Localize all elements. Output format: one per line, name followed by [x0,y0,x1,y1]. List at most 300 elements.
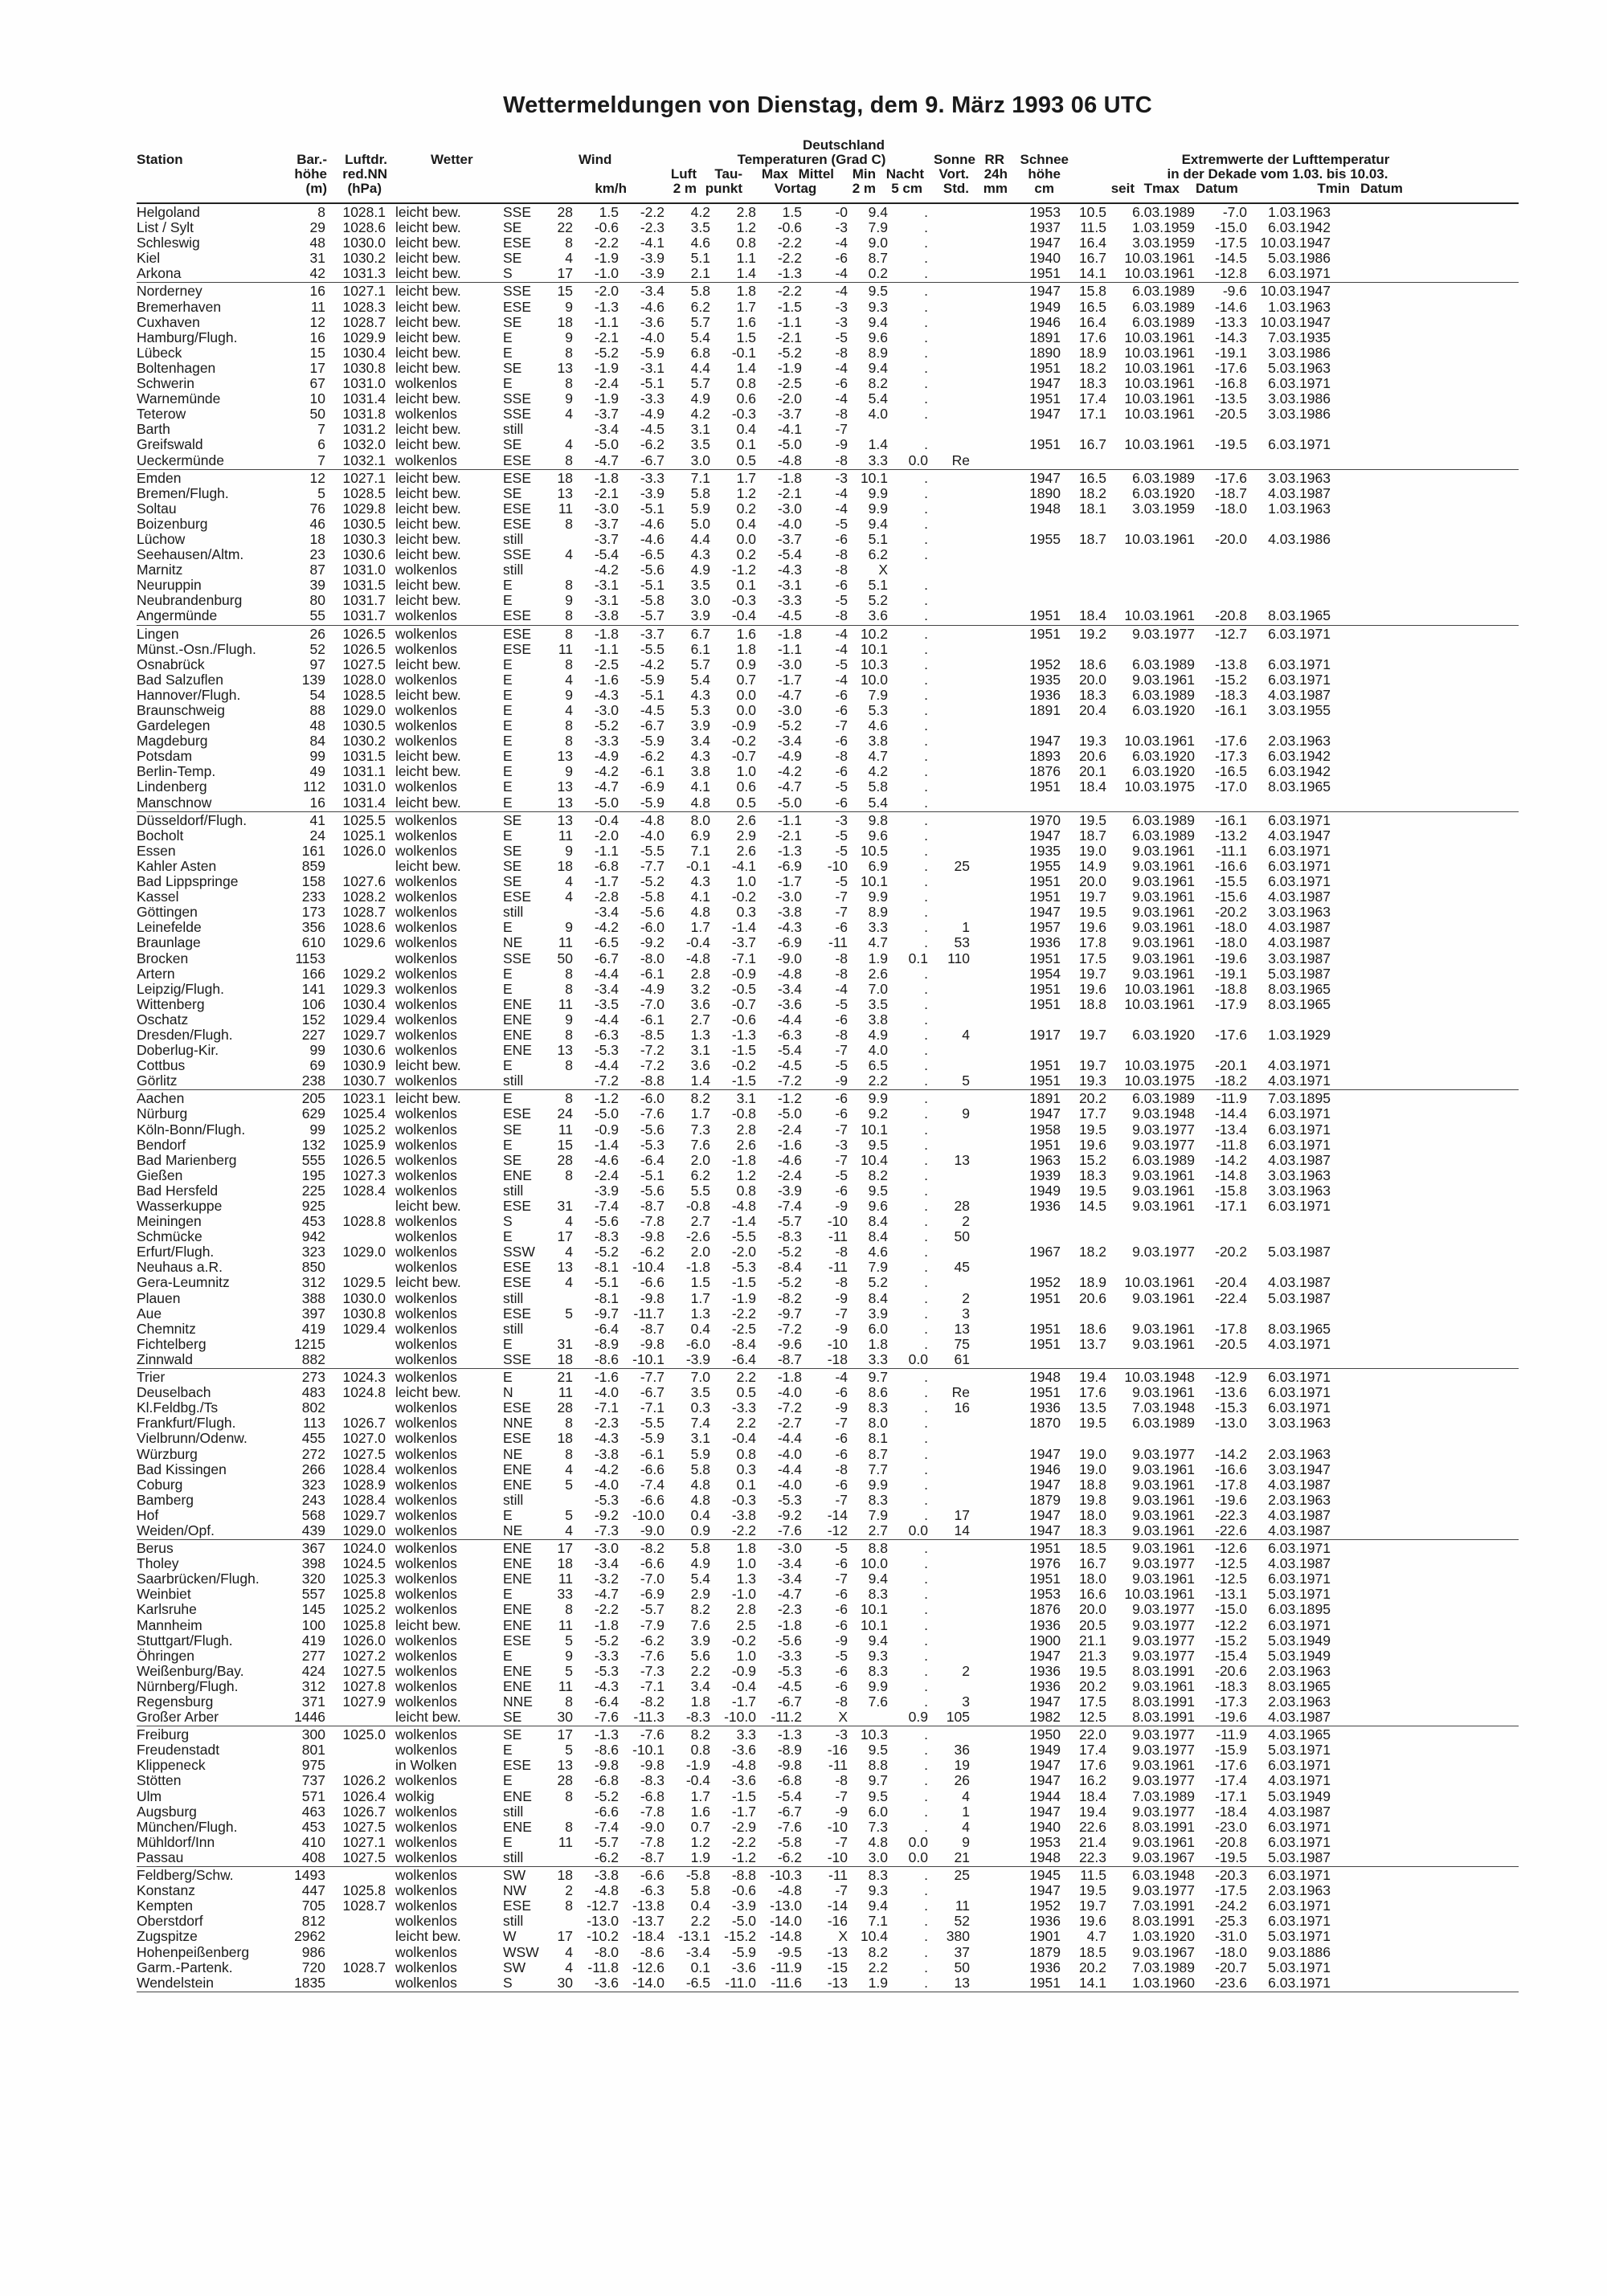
cell-record-tmin-date: 6.03.1971 [1268,626,1331,642]
cell-record-tmax: 19.5 [1078,1883,1106,1899]
cell-temp-min: -5.7 [777,1214,802,1230]
cell-temp-night: -5 [835,827,848,844]
cell-temp-min: -2.7 [777,1416,802,1432]
cell-record-tmin: -18.0 [1215,920,1247,936]
cell-record-since [970,1043,1061,1058]
cell-temp-min: -3.4 [777,981,802,997]
cell-record-tmax-date: 9.03.1961 [1132,1461,1195,1477]
cell-altitude: 17 [309,360,325,376]
cell-wind-dir: still [503,1183,524,1199]
cell-station: Magdeburg [137,733,208,750]
cell-weather: leicht bew. [395,422,461,438]
cell-pressure: 1029.8 [342,500,386,517]
cell-record-tmax: 18.8 [1078,1477,1106,1493]
cell-temp-night: -8 [835,562,848,578]
cell-station: Angermünde [137,608,218,624]
cell-temp-min: -4.0 [777,1385,802,1401]
table-row [137,1633,1519,1648]
cell-temp-min: -1.1 [777,812,802,828]
cell-altitude: 173 [301,905,325,921]
cell-wind-speed [545,1073,573,1089]
cell-sunshine: 3.9 [868,1305,888,1322]
cell-wind-speed: 4 [565,1944,573,1960]
cell-temp-night: -5 [835,1541,848,1557]
cell-snow-depth: 13 [954,1321,970,1337]
cell-record-tmax-date: 9.03.1977 [1132,1632,1195,1648]
cell-station: Schmücke [137,1229,202,1245]
cell-dewpoint: -6.7 [640,1385,664,1401]
cell-pressure: 1025.2 [342,1602,386,1618]
cell-temp-max: 5.7 [690,656,710,672]
cell-altitude: 7 [317,422,325,438]
cell-record-tmin-date: 2.03.1963 [1268,1663,1331,1679]
cell-temp-min: -5.0 [777,437,802,453]
cell-temp-mean: 1.2 [736,220,756,236]
cell-pressure: 1031.0 [342,562,386,578]
cell-temp-min: -2.1 [777,329,802,345]
cell-record-tmin: -16.1 [1215,703,1247,718]
cell-altitude: 571 [301,1788,325,1804]
cell-temp-max: -0.4 [685,1773,710,1789]
table-row [137,1804,1519,1820]
cell-temp-mean: 0.0 [736,687,756,703]
cell-altitude: 31 [309,251,325,267]
table-row [137,1898,1519,1914]
cell-sunshine: 8.4 [868,1214,888,1230]
cell-wind-dir: ESE [503,1106,532,1122]
cell-wind-dir: E [503,1370,513,1386]
cell-pressure: 1029.4 [342,1321,386,1337]
cell-sunshine: 3.5 [868,996,888,1012]
cell-record-tmin: -18.3 [1215,1678,1247,1694]
cell-record-tmin: -14.5 [1215,251,1247,267]
cell-altitude: 320 [301,1571,325,1587]
cell-temp-max: 0.4 [690,1898,710,1914]
cell-record-since: 1952 [1029,1275,1061,1291]
cell-temp-air: -4.0 [594,1477,619,1493]
cell-temp-night: -4 [835,672,848,688]
cell-weather: wolkig [395,1788,435,1804]
cell-sunshine: 9.9 [868,1678,888,1694]
cell-pressure: 1028.6 [342,920,386,936]
cell-station: Arkona [137,266,182,282]
cell-wind-dir: still [503,562,524,578]
cell-temp-max: 1.9 [690,1849,710,1865]
cell-wind-speed: 13 [557,812,573,828]
cell-dewpoint: -8.2 [640,1541,664,1557]
cell-record-tmin: -12.2 [1215,1617,1247,1633]
cell-temp-max: 5.0 [690,516,710,532]
cell-record-tmin [1195,1352,1247,1367]
cell-temp-max: 0.4 [690,1321,710,1337]
cell-snow-depth [928,795,970,811]
table-row [137,1773,1519,1788]
cell-wind-dir: E [503,1587,513,1603]
cell-temp-air: -4.4 [594,966,619,982]
cell-weather: wolkenlos [395,1416,457,1432]
cell-pressure: 1026.5 [342,641,386,657]
cell-altitude: 243 [301,1492,325,1508]
cell-weather: wolkenlos [395,1587,457,1603]
cell-weather: leicht bew. [395,251,461,267]
cell-snow-depth: 4 [962,1027,970,1043]
cell-station: Garm.-Partenk. [137,1959,233,1975]
cell-record-since: 1935 [1029,672,1061,688]
cell-record-tmin [1195,1431,1247,1446]
header-tau-a: Tau- [714,166,742,182]
cell-wind-speed: 5 [565,1305,573,1322]
cell-temp-night: -8 [835,547,848,563]
cell-temp-air: -3.0 [594,1541,619,1557]
cell-record-tmin: -16.5 [1215,764,1247,780]
cell-weather: wolkenlos [395,1868,457,1884]
table-row [137,779,1519,795]
cell-temp-mean: 0.7 [736,672,756,688]
cell-station: Norderney [137,284,202,300]
cell-wind-speed: 8 [565,1446,573,1462]
cell-temp-mean: -0.2 [731,733,756,750]
header-bar2: höhe [294,166,327,182]
cell-wind-speed: 11 [558,1385,573,1401]
cell-temp-air: -4.3 [594,1678,619,1694]
cell-dewpoint: -9.0 [640,1522,664,1538]
cell-record-tmax: 17.6 [1078,329,1106,345]
cell-pressure: 1027.5 [342,1849,386,1865]
cell-temp-mean: 1.0 [736,874,756,890]
cell-record-tmax: 21.3 [1078,1648,1106,1664]
cell-record-since: 1951 [1029,889,1061,905]
cell-weather: wolkenlos [395,1541,457,1557]
cell-record-tmin-date: 6.03.1971 [1268,1137,1331,1153]
cell-wind-speed: 18 [557,470,573,486]
cell-wind-dir: E [503,656,513,672]
cell-wind-dir: NE [503,935,523,951]
cell-wind-dir: still [503,1914,524,1930]
cell-sunshine: 9.5 [868,284,888,300]
cell-record-tmax-date: 10.03.1961 [1124,608,1195,624]
cell-wind-speed: 13 [557,1758,573,1774]
cell-record-tmax: 14.5 [1078,1199,1106,1214]
cell-record-tmin-date: 2.03.1963 [1268,1446,1331,1462]
cell-pressure: 1028.3 [342,299,386,315]
cell-temp-mean: -4.8 [731,1199,756,1214]
cell-record-since: 1951 [1029,874,1061,890]
cell-temp-air: -6.7 [594,950,619,966]
region-group [137,1540,1519,1726]
cell-temp-night: -4 [835,1370,848,1386]
cell-record-tmin-date: 6.03.1971 [1268,1834,1331,1850]
cell-precipitation: . [924,1461,928,1477]
cell-station: Bad Marienberg [137,1152,237,1168]
cell-temp-min: -5.0 [777,795,802,811]
cell-altitude: 312 [301,1275,325,1291]
cell-temp-max: 4.3 [690,547,710,563]
header-luft1: Luftdr. [345,152,387,167]
table-row [137,718,1519,733]
cell-record-tmax-date: 6.03.1989 [1132,827,1195,844]
cell-record-tmax-date: 10.03.1961 [1124,376,1195,392]
cell-station: Kl.Feldbg./Ts [137,1400,219,1416]
cell-record-tmin: -14.4 [1215,1106,1247,1122]
cell-record-since: 1953 [1029,1587,1061,1603]
cell-precipitation: . [924,1370,928,1386]
cell-record-tmin-date: 6.03.1971 [1268,1617,1331,1633]
cell-record-tmin-date: 10.03.1947 [1260,284,1331,300]
cell-weather: wolkenlos [395,1727,457,1743]
cell-temp-night: -6 [835,376,848,392]
cell-temp-night: -0 [835,205,848,220]
cell-record-tmax [1061,1431,1106,1446]
cell-temp-min: -3.4 [777,733,802,750]
cell-record-tmin-date [1247,593,1331,608]
cell-record-since: 1951 [1029,391,1061,407]
cell-record-tmin [1195,795,1247,811]
cell-weather: wolkenlos [395,718,457,734]
cell-temp-min: -4.0 [777,1446,802,1462]
cell-weather: leicht bew. [395,1385,461,1401]
cell-temp-air: -4.2 [594,1461,619,1477]
cell-pressure [325,1758,386,1773]
cell-precipitation: . [924,966,928,982]
cell-weather: wolkenlos [395,1834,457,1850]
cell-precipitation: . [924,1167,928,1183]
cell-weather: wolkenlos [395,1571,457,1587]
cell-temp-min: -8.4 [777,1260,802,1276]
cell-wind-dir: SSE [503,205,532,220]
cell-altitude: 23 [309,547,325,563]
cell-record-tmax [1061,1229,1106,1244]
cell-record-tmin: -13.4 [1215,1121,1247,1138]
cell-temp-min: -2.2 [777,251,802,267]
cell-record-tmax: 18.0 [1078,1571,1106,1587]
cell-temp-min: -6.8 [777,1773,802,1789]
cell-wind-dir: ENE [503,1043,532,1059]
cell-temp-mean: -0.2 [731,1632,756,1648]
cell-snow-depth [928,703,970,718]
cell-dewpoint: -5.9 [640,672,664,688]
table-row [137,1960,1519,1975]
cell-altitude: 323 [301,1477,325,1493]
cell-record-tmax: 18.8 [1078,996,1106,1012]
cell-temp-mean: 1.4 [736,266,756,282]
cell-wind-speed: 13 [557,1043,573,1059]
cell-sunshine: 3.0 [868,1849,888,1865]
cell-temp-night: -9 [835,1632,848,1648]
cell-temp-max: 1.2 [690,1834,710,1850]
cell-temp-max: 1.8 [690,1694,710,1710]
cell-record-tmax: 19.0 [1078,843,1106,859]
header-tmin: Tmin [1317,181,1350,196]
cell-sunshine: 4.7 [868,749,888,765]
cell-temp-air: -8.1 [594,1260,619,1276]
cell-precipitation: . [924,1819,928,1835]
table-row [137,1043,1519,1058]
cell-sunshine: 4.9 [868,1027,888,1043]
cell-altitude: 76 [309,500,325,517]
cell-temp-mean: 0.2 [736,547,756,563]
cell-temp-mean: 1.0 [736,764,756,780]
cell-sunshine: 3.3 [868,1351,888,1367]
cell-snow-depth: 25 [954,858,970,874]
cell-record-tmin-date: 6.03.1971 [1268,1385,1331,1401]
cell-record-since: 1948 [1029,1849,1061,1865]
cell-snow-depth: 3 [962,1694,970,1710]
cell-wind-dir: ENE [503,1663,532,1679]
cell-record-tmax: 16.4 [1078,314,1106,330]
cell-snow-depth [928,266,970,281]
cell-record-tmin-date [1247,422,1331,437]
cell-wind-dir: SSE [503,1351,532,1367]
cell-record-tmax-date: 10.03.1975 [1124,1073,1195,1089]
cell-wind-speed: 28 [557,1773,573,1789]
cell-station: Feldberg/Schw. [137,1868,234,1884]
cell-temp-max: 1.4 [690,1073,710,1089]
cell-dewpoint: -6.1 [640,1011,664,1027]
cell-temp-mean: 2.9 [736,827,756,844]
cell-record-tmax-date: 6.03.1989 [1132,687,1195,703]
cell-weather: in Wolken [395,1758,457,1774]
cell-temp-night: -9 [835,1804,848,1820]
cell-temp-mean: 0.1 [736,578,756,594]
cell-temp-min: -7.2 [777,1073,802,1089]
header-kmh: km/h [595,181,627,196]
cell-weather: wolkenlos [395,1678,457,1694]
cell-precipitation: 0.0 [908,1849,928,1865]
cell-sunshine: 10.1 [860,874,888,890]
cell-wind-speed: 9 [565,687,573,703]
cell-record-tmin-date: 10.03.1947 [1260,235,1331,251]
cell-record-tmax-date: 10.03.1961 [1124,1275,1195,1291]
cell-station: Warnemünde [137,391,221,407]
cell-wind-speed: 11 [558,641,573,657]
cell-temp-night: -5 [835,1058,848,1074]
cell-record-since: 1940 [1029,251,1061,267]
cell-station: Doberlug-Kir. [137,1043,219,1059]
cell-precipitation: . [924,251,928,267]
cell-precipitation: . [924,314,928,330]
cell-altitude: 557 [301,1587,325,1603]
cell-snow-depth [928,764,970,779]
cell-weather: wolkenlos [395,1959,457,1975]
cell-record-tmax: 14.1 [1078,266,1106,282]
cell-precipitation: . [924,437,928,453]
table-row [137,361,1519,376]
cell-temp-night: -13 [827,1975,848,1991]
cell-dewpoint: -6.0 [640,920,664,936]
cell-record-since: 1947 [1029,827,1061,844]
cell-pressure: 1027.9 [342,1694,386,1710]
table-row [137,1727,1519,1742]
cell-record-tmax-date: 9.03.1961 [1132,889,1195,905]
cell-record-tmax: 16.6 [1078,1587,1106,1603]
cell-snow-depth [928,1058,970,1073]
cell-record-tmin: -22.4 [1215,1290,1247,1306]
cell-record-tmin: -18.7 [1215,485,1247,501]
table-row [137,1260,1519,1275]
cell-sunshine: 9.6 [868,329,888,345]
cell-temp-min: -7.2 [777,1321,802,1337]
cell-wind-speed: 4 [565,672,573,688]
region-group [137,626,1519,812]
cell-sunshine: 9.3 [868,1883,888,1899]
cell-record-tmin: -15.9 [1215,1742,1247,1759]
cell-record-tmax-date [1106,1043,1195,1058]
cell-station: Cuxhaven [137,314,200,330]
cell-pressure: 1029.7 [342,1027,386,1043]
cell-station: Hamburg/Flugh. [137,329,238,345]
cell-temp-min: -4.5 [777,1058,802,1074]
cell-temp-mean: -2.2 [731,1522,756,1538]
cell-dewpoint: -4.5 [640,703,664,718]
cell-dewpoint: -5.5 [640,843,664,859]
cell-altitude: 41 [309,812,325,828]
cell-pressure: 1030.6 [342,547,386,563]
cell-temp-min: -2.1 [777,485,802,501]
cell-altitude: 42 [309,266,325,282]
cell-temp-night: -8 [835,452,848,468]
cell-record-tmax: 20.6 [1078,749,1106,765]
cell-temp-max: 5.6 [690,1648,710,1664]
cell-record-tmax: 19.7 [1078,1027,1106,1043]
table-row [137,1073,1519,1089]
cell-pressure: 1030.5 [342,516,386,532]
cell-record-tmin: -12.6 [1215,1541,1247,1557]
cell-wind-speed: 13 [557,360,573,376]
cell-record-since: 1951 [1029,437,1061,453]
cell-temp-air: -4.7 [594,1587,619,1603]
cell-precipitation: . [924,1742,928,1759]
cell-sunshine: 9.9 [868,500,888,517]
cell-wind-dir: ESE [503,1431,532,1447]
cell-record-tmax-date: 7.03.1989 [1132,1788,1195,1804]
cell-station: Ulm [137,1788,162,1804]
cell-record-since: 1947 [1029,733,1061,750]
cell-precipitation: . [924,1214,928,1230]
table-row [137,1975,1519,1991]
cell-sunshine: 6.2 [868,547,888,563]
cell-record-tmin-date: 6.03.1971 [1268,656,1331,672]
cell-pressure: 1024.5 [342,1556,386,1572]
cell-snow-depth [928,982,970,997]
cell-temp-mean: -1.5 [731,1788,756,1804]
cell-temp-max: -0.8 [685,1199,710,1214]
cell-pressure: 1029.0 [342,1522,386,1538]
cell-temp-night: -4 [835,626,848,642]
cell-pressure: 1028.2 [342,889,386,905]
cell-weather: wolkenlos [395,1229,457,1245]
cell-station: Mühldorf/Inn [137,1834,215,1850]
cell-temp-night: -3 [835,220,848,236]
cell-temp-mean: 0.3 [736,905,756,921]
cell-wind-dir: still [503,1290,524,1306]
cell-temp-air: -2.2 [594,235,619,251]
cell-record-tmin: -15.8 [1215,1183,1247,1199]
cell-temp-min: -9.0 [777,950,802,966]
header-sonne-b: Vort. [938,166,969,182]
cell-record-tmin: -24.2 [1215,1898,1247,1914]
cell-snow-depth: 19 [954,1758,970,1774]
cell-temp-mean: -1.2 [731,1849,756,1865]
cell-record-tmin-date: 5.03.1949 [1268,1648,1331,1664]
cell-sunshine: 4.8 [868,1834,888,1850]
cell-pressure: 1031.2 [342,422,386,438]
cell-record-tmin: -14.8 [1215,1167,1247,1183]
cell-record-since: 1958 [1029,1121,1061,1138]
cell-record-tmin-date: 6.03.1971 [1268,376,1331,392]
cell-station: Coburg [137,1477,183,1493]
cell-record-tmin: -13.3 [1215,314,1247,330]
cell-temp-air: -5.1 [594,1275,619,1291]
